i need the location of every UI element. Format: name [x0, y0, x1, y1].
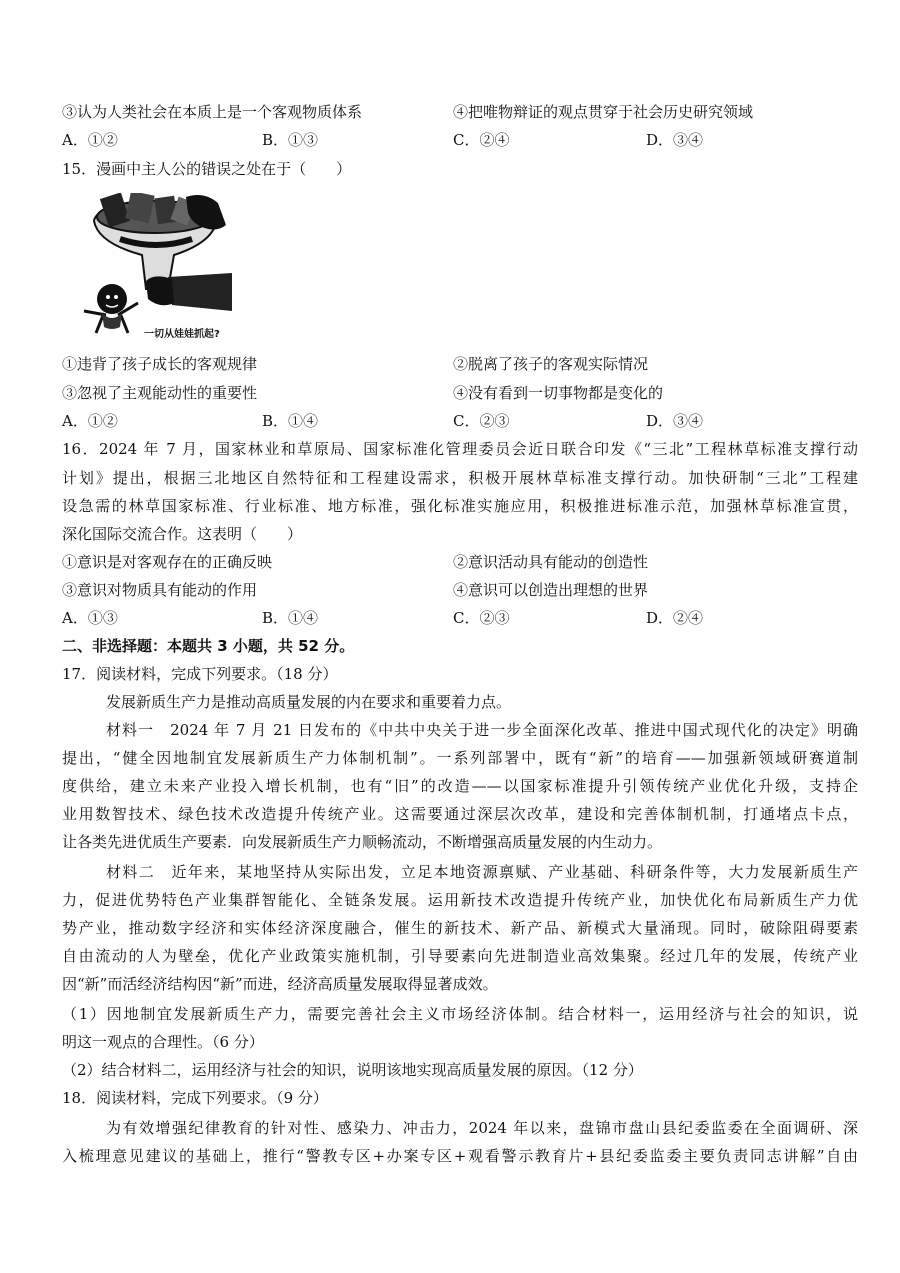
q17-material2-line-3: 势产业，推动数字经济和实体经济深度融合，催生的新技术、新产品、新模式大量涌现。同时，破除阻碍要素: [62, 919, 858, 937]
q15-stem: 15．漫画中主人公的错误之处在于（ ）: [62, 160, 352, 178]
q16-stem-line-3: 设急需的林草国家标准、行业标准、地方标准，强化标准实施应用，积极推进标准示范，加强林草标准宣贯，: [62, 497, 858, 515]
q15-answer-c: C．②③: [453, 412, 510, 430]
q17-material1-line-2: 提出，“健全因地制宜发展新质生产力体制机制”。一系列部署中，既有“新”的培育——加强新领域研赛道制: [62, 749, 858, 767]
cartoon-drawing: [76, 193, 232, 345]
q15-answer-a: A．①②: [62, 412, 118, 430]
q16-answer-d: D．②④: [646, 609, 704, 627]
q18-material-line-2: 入梳理意见建议的基础上，推行“警教专区+办案专区+观看警示教育片+县纪委监委主要负责同志讲解”自由: [62, 1147, 858, 1165]
q17-material1-line-5: 让各类先进优质生产要素．向发展新质生产力顺畅流动，不断增强高质量发展的内生动力。: [62, 833, 663, 851]
q14-answer-b: B．①③: [262, 131, 319, 149]
q15-answer-d: D．③④: [646, 412, 704, 430]
q17-material1-line-4: 业用数智技术、绿色技术改造提升传统产业。这需要通过深层次改革，建设和完善体制机制，打通堵点卡点，: [62, 805, 858, 823]
q17-requirement-2: （2）结合材料二，运用经济与社会的知识，说明该地实现高质量发展的原因。（12 分）: [62, 1061, 643, 1079]
q17-requirement-1-line-1: （1）因地制宜发展新质生产力，需要完善社会主义市场经济体制。结合材料一，运用经济与社会的知识，说: [62, 1005, 858, 1023]
q17-stem: 17．阅读材料，完成下列要求。（18 分）: [62, 665, 338, 683]
q16-stem-line-2: 计划》提出，根据三北地区自然特征和工程建设需求，积极开展林草标准支撑行动。加快研制“三北”工程建: [62, 469, 858, 487]
q15-cartoon: [76, 193, 232, 345]
q16-stem-line-1: 16．2024 年 7 月，国家林业和草原局、国家标准化管理委员会近日联合印发《“三北”工程林草标准支撑行动: [62, 440, 858, 458]
q16-stem-line-4: 深化国际交流合作。这表明（ ）: [62, 525, 303, 543]
q16-answer-b: B．①④: [262, 609, 319, 627]
q18-stem: 18．阅读材料，完成下列要求。（9 分）: [62, 1089, 328, 1107]
q16-option-1: ①意识是对客观存在的正确反映: [62, 553, 273, 571]
q16-option-4: ④意识可以创造出理想的世界: [453, 581, 649, 599]
q14-answer-c: C．②④: [453, 131, 510, 149]
q14-answer-d: D．③④: [646, 131, 704, 149]
q16-answer-c: C．②③: [453, 609, 510, 627]
q17-material2-line-4: 自由流动的人为壁垒，优化产业政策实施机制，引导要素向先进制造业高效集聚。经过几年的发展，传统产业: [62, 947, 858, 965]
q14-answer-a: A．①②: [62, 131, 118, 149]
q15-option-1: ①违背了孩子成长的客观规律: [62, 355, 258, 373]
q15-option-4: ④没有看到一切事物都是变化的: [453, 384, 664, 402]
q17-material2-line-5: 因“新”而活经济结构因“新”而进，经济高质量发展取得显著成效。: [62, 975, 498, 993]
cartoon-caption: 一切从娃娃抓起?: [144, 329, 220, 340]
q17-material2-line-2: 力，促进优势特色产业集群智能化、全链条发展。运用新技术改造提升传统产业，加快优化布局新质生产力优: [62, 891, 858, 909]
q16-option-2: ②意识活动具有能动的创造性: [453, 553, 649, 571]
q15-option-3: ③忽视了主观能动性的重要性: [62, 384, 258, 402]
q14-option-4: ④把唯物辩证的观点贯穿于社会历史研究领域: [453, 103, 754, 121]
q14-option-3: ③认为人类社会在本质上是一个客观物质体系: [62, 103, 363, 121]
q17-material1-line-3: 度供给，建立未来产业投入增长机制，也有“旧”的改造——以国家标准提升引领传统产业优化升级，支持企: [62, 777, 858, 795]
q17-intro: 发展新质生产力是推动高质量发展的内在要求和重要着力点。: [106, 693, 512, 711]
q18-material-line-1: 为有效增强纪律教育的针对性、感染力、冲击力，2024 年以来，盘锦市盘山县纪委监委在全面调研、深: [106, 1119, 858, 1137]
q15-option-2: ②脱离了孩子的客观实际情况: [453, 355, 649, 373]
q16-answer-a: A．①③: [62, 609, 118, 627]
q17-requirement-1-line-2: 明这一观点的合理性。（6 分）: [62, 1033, 264, 1051]
section-2-heading: 二、非选择题：本题共 3 小题，共 52 分。: [62, 637, 355, 655]
q16-option-3: ③意识对物质具有能动的作用: [62, 581, 258, 599]
q17-material2-line-1: 材料二 近年来，某地坚持从实际出发，立足本地资源禀赋、产业基础、科研条件等，大力发展新质生产: [106, 863, 858, 881]
q15-answer-b: B．①④: [262, 412, 319, 430]
q17-material1-line-1: 材料一 2024 年 7 月 21 日发布的《中共中央关于进一步全面深化改革、推进中国式现代化的决定》明确: [106, 721, 858, 739]
